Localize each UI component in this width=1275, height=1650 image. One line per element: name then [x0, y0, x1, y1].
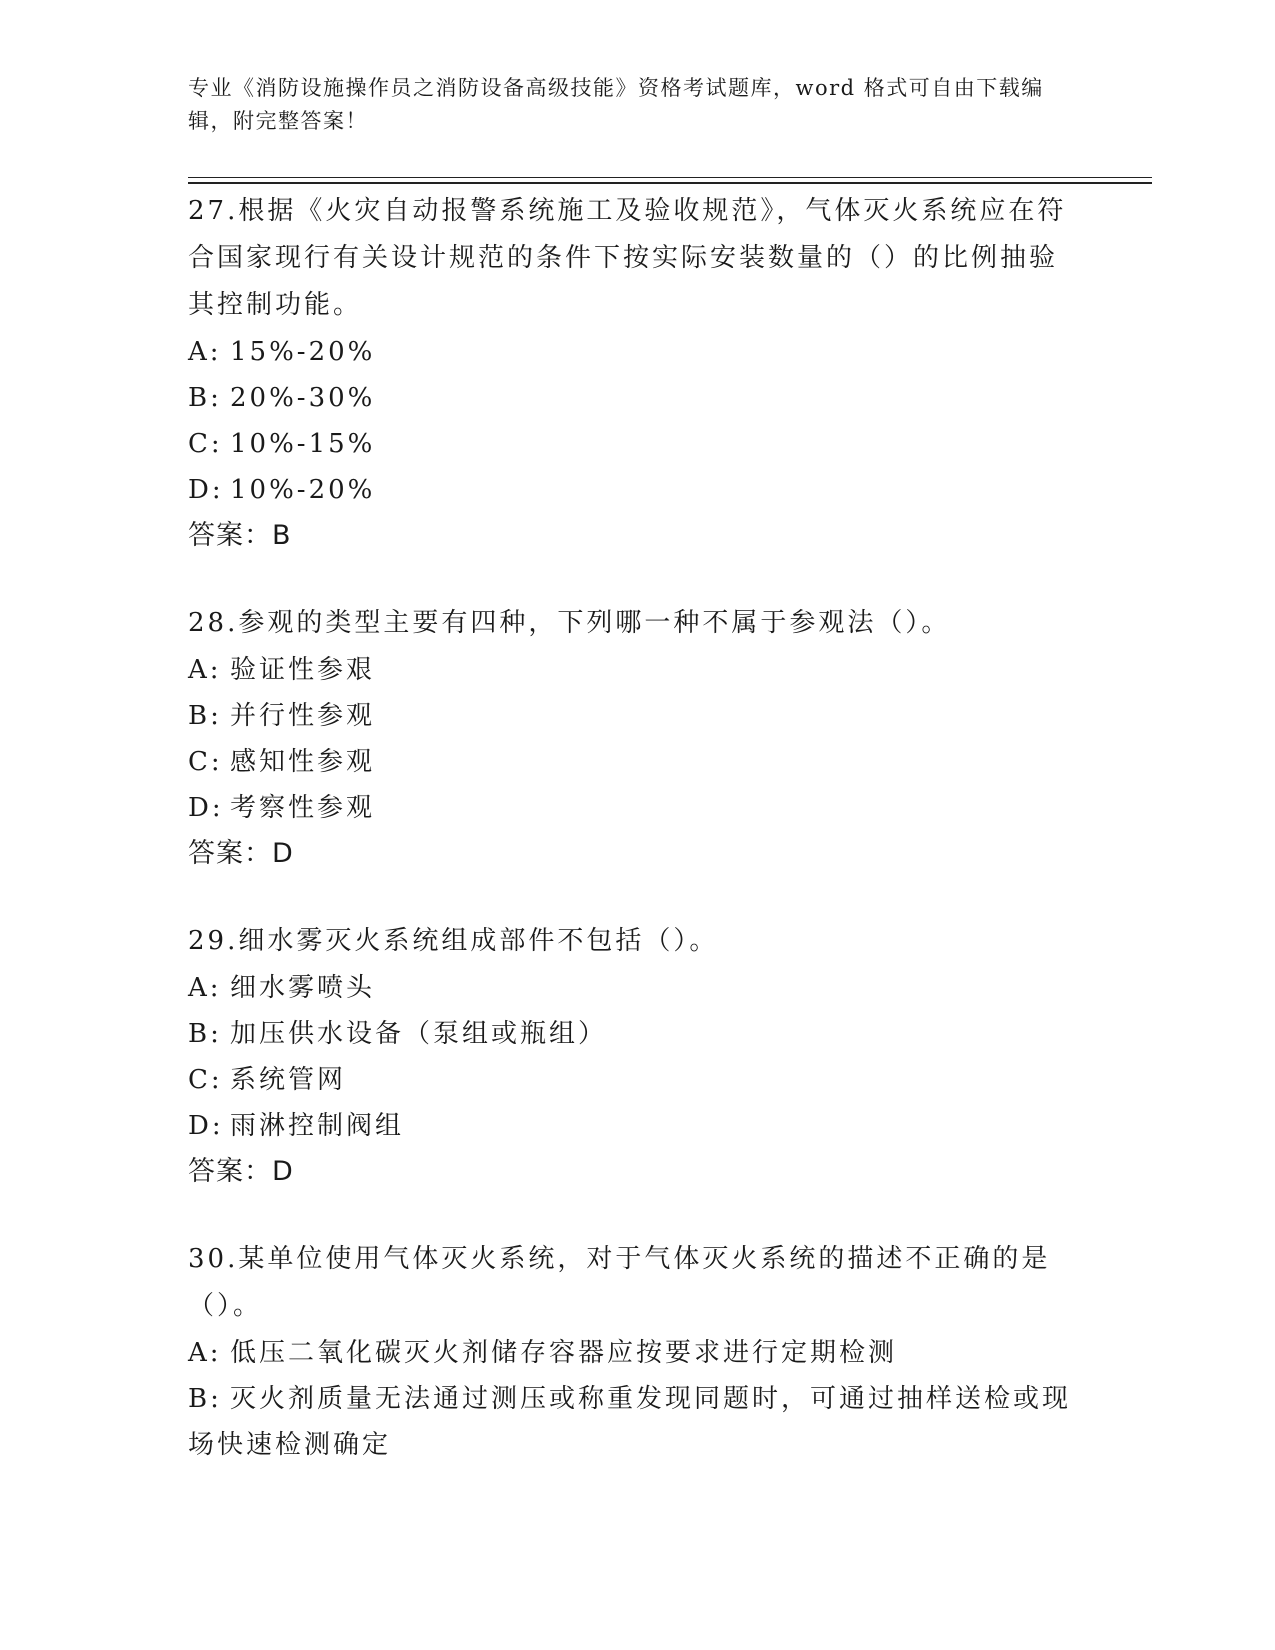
question-30 [188, 1236, 1078, 1468]
option-d [188, 1103, 1078, 1149]
option-letter: D: [188, 1111, 224, 1141]
option-text: 考察性参观 [230, 793, 376, 823]
option-c [188, 421, 1078, 467]
option-a [188, 647, 1078, 693]
option-letter: B: [188, 1019, 222, 1049]
option-letter: B: [188, 701, 222, 731]
option-letter: A: [188, 337, 222, 367]
option-c [188, 739, 1078, 785]
document-header: 专业《消防设施操作员之消防设备高级技能》资格考试题库，word 格式可自由下载编辑，附完整答案！ [188, 76, 1044, 133]
option-text: 并行性参观 [230, 701, 376, 731]
option-b [188, 1011, 1078, 1057]
option-b [188, 693, 1078, 739]
option-d [188, 467, 1078, 513]
option-d [188, 785, 1078, 831]
header-divider-thin [188, 177, 1152, 178]
option-a [188, 965, 1078, 1011]
option-a [188, 329, 1078, 375]
header-divider-thick [188, 182, 1152, 184]
option-letter: A: [188, 1338, 222, 1368]
question-stem: 30.某单位使用气体灭火系统，对于气体灭火系统的描述不正确的是（）。 [188, 1244, 1051, 1321]
option-letter: C: [188, 429, 223, 459]
answer-line: 答案：D [188, 838, 294, 869]
option-a [188, 1330, 1078, 1376]
option-letter: B: [188, 383, 222, 413]
question-stem: 28.参观的类型主要有四种，下列哪一种不属于参观法（）。 [188, 608, 951, 638]
option-letter: A: [188, 973, 222, 1003]
option-text: 20%-30% [230, 383, 376, 413]
answer-line: 答案：D [188, 1156, 294, 1187]
option-letter: A: [188, 655, 222, 685]
option-c [188, 1057, 1078, 1103]
option-text: 灭火剂质量无法通过测压或称重发现同题时，可通过抽样送检或现场快速检测确定 [188, 1384, 1072, 1460]
answer-line: 答案：B [188, 520, 292, 551]
option-letter: D: [188, 475, 224, 505]
question-list [188, 188, 1078, 1509]
option-letter: D: [188, 793, 224, 823]
option-letter: C: [188, 1065, 223, 1095]
option-text: 10%-15% [230, 429, 376, 459]
option-text: 加压供水设备（泵组或瓶组） [230, 1019, 608, 1049]
question-27 [188, 188, 1078, 559]
question-stem: 27.根据《火灾自动报警系统施工及验收规范》，气体灭火系统应在符合国家现行有关设计规范的条件下按实际安装数量的（）的比例抽验其控制功能。 [188, 196, 1067, 320]
option-b [188, 375, 1078, 421]
option-text: 低压二氧化碳灭火剂储存容器应按要求进行定期检测 [230, 1338, 898, 1368]
option-text: 感知性参观 [230, 747, 376, 777]
option-text: 雨淋控制阀组 [230, 1111, 405, 1141]
question-29 [188, 918, 1078, 1195]
question-stem: 29.细水雾灭火系统组成部件不包括（）。 [188, 926, 719, 956]
option-text: 15%-20% [230, 337, 376, 367]
option-text: 验证性参艰 [230, 655, 376, 685]
option-text: 10%-20% [230, 475, 376, 505]
option-letter: B: [188, 1384, 222, 1414]
question-28 [188, 600, 1078, 877]
option-letter: C: [188, 747, 223, 777]
option-b [188, 1376, 1078, 1468]
option-text: 系统管网 [230, 1065, 347, 1095]
option-text: 细水雾喷头 [230, 973, 376, 1003]
